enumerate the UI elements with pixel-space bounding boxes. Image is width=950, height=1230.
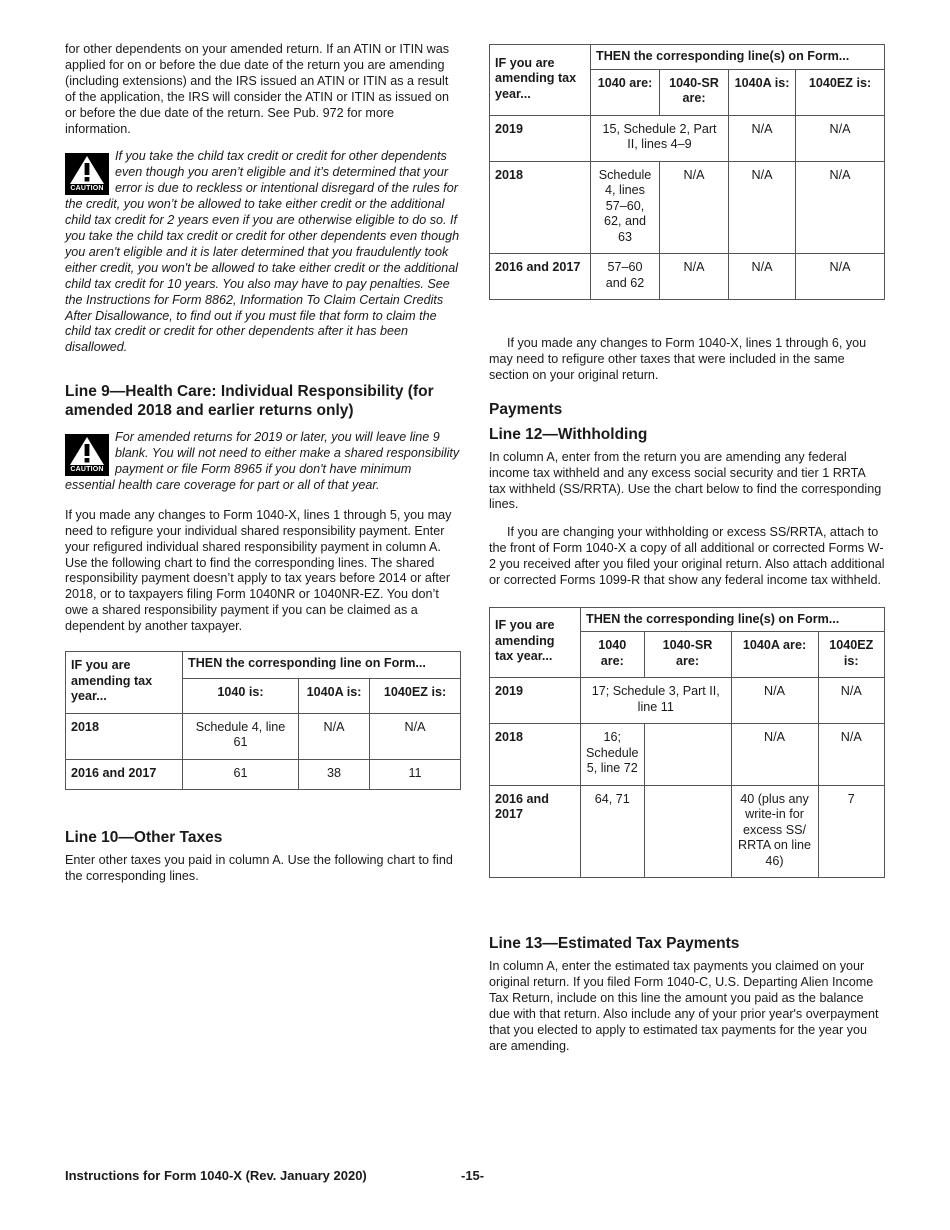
- line9-paragraph: If you made any changes to Form 1040-X, lines 1 through 5, you may need to refigure your individual shared responsibility payment. Enter your refigured individual shared responsibility payment in column A. Use the following chart to find the corresponding lines. The shared responsibility payment doesn’t apply to tax years before 2014 or after 2018, or to taxpayers filing Form 1040NR or 1040NR-EZ. You don’t owe a shared responsibility payment if you can be claimed as a dependent by another taxpayer.: [65, 507, 452, 634]
- table-row: 2018 16; Schedule 5, line 72 N/A N/A: [490, 724, 885, 786]
- col-header: 1040EZ is:: [818, 632, 884, 678]
- if-header: IF you are amending tax year...: [490, 607, 581, 678]
- line12-paragraph-1: In column A, enter from the return you are amending any federal income tax withheld and any excess social security and tier 1 RRTA tax withheld (SS/RRTA). Use the chart below to find the corresponding lines.: [489, 449, 882, 512]
- right-column: [489, 44, 885, 1055]
- line10-paragraph: Enter other taxes you paid in column A. Use the following chart to find the corresponding lines.: [65, 853, 453, 883]
- page-number: -15-: [461, 1168, 485, 1183]
- caution-text: If you take the child tax credit or credit for other dependents even though you aren’t eligible and it’s determined that your error is due to reckless or intentional disregard of the rules for the credit, you won’t be allowed to take either credit or the additional child tax credit for 2 years even if you are otherwise eligible to do so. If you take the child tax credit or credit for other dependents even though you aren't eligible and it is later determined that you fraudulently took either credit, you won't be allowed to take either credit or the additional child tax credit for 10 years. You also may have to pay penalties. See the Instructions for Form 8862, Information To Claim Certain Credits After Disallowance, to find out if you must file that form to claim the child tax credit or credit for other dependents after it has been disallowed.: [65, 149, 460, 355]
- if-header: IF you are amending tax year...: [490, 45, 591, 116]
- table-row: 2018 Schedule 4, line 61 N/A N/A: [66, 713, 461, 759]
- col-header: 1040 is:: [183, 679, 299, 713]
- col-header: 1040A is:: [729, 69, 796, 115]
- line10-table: [489, 44, 885, 300]
- col-header: 1040A is:: [299, 679, 370, 713]
- payments-heading: Payments: [489, 400, 563, 418]
- col-header: 1040A are:: [731, 632, 818, 678]
- then-header: THEN the corresponding line on Form...: [183, 652, 461, 679]
- footer-title: Instructions for Form 1040-X (Rev. January 2020): [65, 1168, 367, 1183]
- then-header: THEN the corresponding line(s) on Form...: [591, 45, 885, 70]
- line13-paragraph: In column A, enter the estimated tax payments you claimed on your original return. If you filed Form 1040-C, U.S. Departing Alien Income Tax Return, include on this line the amount you paid as the balance due with that return. Also include any of your prior year's overpayment that you elected to apply to estimated tax payments for the year you are amending.: [489, 959, 879, 1053]
- col-header: 1040-SR are:: [660, 69, 729, 115]
- if-header: IF you are amending tax year...: [66, 652, 183, 714]
- intro-paragraph: for other dependents on your amended return. If an ATIN or ITIN was applied for on or before the due date of the return you are amending (including extensions) and the IRS issued an ATIN or ITIN as a result of the application, the IRS will consider the ATIN or ITIN as issued on or before the due date of the return. See Pub. 972 for more information.: [65, 42, 450, 136]
- table-row: 2019 17; Schedule 3, Part II, line 11 N/A N/A: [490, 678, 885, 724]
- caution-icon: CAUTION: [65, 434, 109, 476]
- col-header: 1040EZ is:: [796, 69, 885, 115]
- table-row: 2018 Schedule 4, lines 57–60, 62, and 63 N/A N/A N/A: [490, 161, 885, 254]
- then-header: THEN the corresponding line(s) on Form...: [581, 607, 885, 632]
- col-header: 1040 are:: [581, 632, 645, 678]
- line13-heading: Line 13—Estimated Tax Payments: [489, 935, 740, 953]
- line12-paragraph-2: If you are changing your withholding or excess SS/RRTA, attach to the front of Form 1040-X a copy of all additional or corrected Forms W-2 you received after you filed your original return. Also attach additional or corrected Forms 1099-R that show any federal income tax withheld.: [489, 525, 885, 588]
- caution-note-child-tax-credit: [65, 149, 461, 356]
- table-row: 2016 and 2017 64, 71 40 (plus any write-in for excess SS/ RRTA on line 46) 7: [490, 785, 885, 878]
- table-row: 2016 and 2017 57–60 and 62 N/A N/A N/A: [490, 254, 885, 300]
- caution-icon: CAUTION: [65, 153, 109, 195]
- line10-heading: Line 10—Other Taxes: [65, 829, 223, 847]
- line9-heading: Line 9—Health Care: Individual Responsibility (for amended 2018 and earlier returns only): [65, 383, 434, 420]
- refigure-paragraph: If you made any changes to Form 1040-X, lines 1 through 6, you may need to refigure other taxes that were included in the same section on your original return.: [489, 336, 867, 382]
- line9-table: [65, 651, 461, 790]
- line12-table: [489, 607, 885, 879]
- col-header: 1040 are:: [591, 69, 660, 115]
- col-header: 1040-SR are:: [644, 632, 731, 678]
- col-header: 1040EZ is:: [370, 679, 461, 713]
- caution-note-line9: [65, 430, 461, 494]
- table-row: 2019 15, Schedule 2, Part II, lines 4–9 N/A N/A: [490, 115, 885, 161]
- line12-heading: Line 12—Withholding: [489, 425, 648, 443]
- table-row: 2016 and 2017 61 38 11: [66, 759, 461, 790]
- caution-text: For amended returns for 2019 or later, you will leave line 9 blank. You will not need to either make a shared responsibility payment or file Form 8965 if you don't have minimum essential health care coverage for part or all of that year.: [65, 430, 460, 492]
- left-column: [65, 42, 461, 885]
